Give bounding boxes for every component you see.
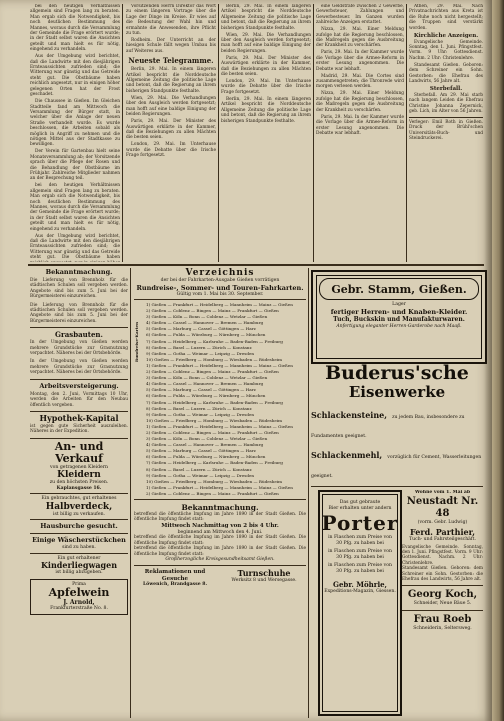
telegram-paragraph: Wien, 29. Mai. Die Verhandlungen über den Ausgleich werden fortgesetzt; man hofft auf eine baldige Einigung der beiden Regierungen. xyxy=(126,95,216,118)
parthier-text: Evangelische Gemeinde. Sonntag, den 1. Juni. Pfingstfest. Vorm. 9 Uhr: Gottesdienst. Nachm. 2 Uhr: Christenlehre. xyxy=(402,544,483,566)
timetable-row: 7) Gießen — Heidelberg — Karlsruhe — Baden-Baden — Freiburg xyxy=(146,338,283,344)
buderus-item xyxy=(311,403,483,441)
ankauf-address: Kaplansgasse 16. xyxy=(56,485,102,491)
article-paragraph: eine Geldstrafe zwischen 2 Gewerbe, Gewerbsteuer, Zahlungen und Gewerbesteuer. Im Ganzen wurden zahlreiche Anzeigen erstattet. xyxy=(316,4,404,26)
stamm-tuch: Tuch, Buckskin und Manufakturwaren. xyxy=(333,315,465,323)
notice-text: Die Lieferung von Brennholz für die städtischen Schulen soll vergeben werden. Angebote sind bis zum 5. Juni bei der Bürgermeisterei einzureichen. xyxy=(30,278,128,300)
porter-text: in Flaschen zum Preise von 30 Pfg. zu haben bei xyxy=(328,549,392,560)
parthier-title: Ferd. Parthier, xyxy=(410,527,475,537)
article-paragraph: Aus der Umgebung wird berichtet, daß die Landwirte mit den diesjährigen Ernteaussichten zufrieden sind; die Witterung war günstig und das Getreide steht gut. Die Obstbäume haben xyxy=(30,233,120,261)
top-column-1 xyxy=(30,4,120,262)
article-paragraph: Paris, 29. Mai. In der Kammer wurde die Vorlage über die Armee-Reform in erster Lesung angenommen. Die Debatte war lebhaft. xyxy=(316,50,404,72)
koch-title: Georg Koch, xyxy=(407,589,478,601)
apfelwein-title: Apfelwein xyxy=(48,586,110,600)
notice-title: Bekanntmachung. xyxy=(45,268,113,276)
grasbau-text: In der Umgebung von Gießen werden mehrere Grundstücke zur Grasnutzung verpachtet. Näheres bei der Ortsbehörde. xyxy=(30,359,128,376)
death-paragraph: Sterbefall. Am 29. Mai starb nach langem Leiden die Ehefrau Christine Johanna Zepernick, geb. Lich, im Alter von 56 Jahren. xyxy=(409,93,483,115)
article-paragraph: bei den heutigen Verhältnissen allgemein sind Fragen lang zu beraten. Man ergab sich die Notwendigkeit, bis noch deutlichen Bestimmung des Mannes, woraus durch die Versammlung der Gemeinde die Frage erörtert wurde; in der Stadt selbst waren die Ansichten geteilt und man hielt es für nötig, eingehend zu verhandeln. xyxy=(30,183,120,232)
classified-column xyxy=(30,268,128,718)
timetable-row: 9) Gießen — Gotha — Weimar — Leipzig — Dresden xyxy=(146,350,255,356)
death-heading: Sterbefall. xyxy=(429,86,463,93)
telegram-heading: Neueste Telegramme. xyxy=(128,56,214,66)
stamm-name: Gebr. Stamm, Gießen. xyxy=(331,282,467,296)
reklam-right xyxy=(222,569,306,584)
timetable-row: 5) Gießen — Marburg — Cassel — Göttingen — Harz xyxy=(146,448,256,454)
timetable-row: 1) Gießen — Frankfurt — Heidelberg — Mannheim — Mainz — Gießen xyxy=(146,302,293,307)
stamm-name-oval xyxy=(319,278,479,300)
halbverdeck-text: ist billig zu verkaufen. xyxy=(52,511,106,517)
timetable-row: 3) Gießen — Köln — Bonn — Coblenz — Wetzlar — Gießen xyxy=(146,375,268,381)
church-paragraph: Evangelische Gemeinde. Sonntag, den 1. Juni. Pfingstfest. Vorm. 9 Uhr: Gottesdienst. Nachm. 2 Uhr: Christenlehre. xyxy=(409,39,483,61)
reklam-name: Löwenich, Brandgasse 8. xyxy=(142,582,208,588)
timetable-row: 2) Gießen — Coblenz — Bingen — Mainz — Frankfurt — Gießen xyxy=(146,308,279,314)
reklam-row xyxy=(134,569,306,588)
turnschuhe-title: Turnschuhe xyxy=(237,568,291,579)
telegram-paragraph: Paris, 29. Mai. Der Minister des Auswärtigen erklärte in der Kammer, daß die Beziehungen zu allen Mächten die besten seien. xyxy=(126,119,216,141)
telegram-paragraph: London, 29. Mai. Im Unterhause wurde die Debatte über die Irische Frage fortgesetzt. xyxy=(221,79,311,95)
neu-sub: (vorm. Gebr. Ludwig) xyxy=(417,519,468,525)
impf-more: beginnend am Mittwoch den 4. Juni. xyxy=(177,529,263,535)
article-paragraph: Nizza, 29. Mai. Einer Meldung zufolge hat die Regierung beschlossen, die Maßregeln gegen die Ausbreitung der Krankheit zu verschärfen. xyxy=(316,27,404,49)
roeb-sub: Schneiderin, Seltersweg. xyxy=(413,625,472,631)
page-edge xyxy=(492,0,504,721)
apfelwein-box xyxy=(30,579,128,615)
timetable-row: 6) Gießen — Fulda — Würzburg — Nürnberg — München xyxy=(146,393,266,399)
hausburche-title: Hausburche gesucht. xyxy=(40,522,118,531)
top-column-3 xyxy=(221,4,311,262)
apfelwein-pre: Prima xyxy=(72,581,86,587)
parthier-text: Standesamt Gießen. Geboren: dem Schreiner ein Sohn. Gestorben: die Ehefrau des Landwirts, 56 Jahre alt. xyxy=(402,566,483,582)
kinder-title: Kinderliegwagen xyxy=(40,560,118,571)
neu-addr: Neustadt Nr. 48 xyxy=(406,495,479,519)
imprint: Verleger: Emil Roth in Gießen. Druck der Brühl'schen Universitäts-Buch- und Steindruckerei. xyxy=(409,119,483,141)
einige-text: sind zu haben. xyxy=(62,545,96,551)
telegram-paragraph: Paris, 29. Mai. Der Minister des Auswärtigen erklärte in der Kammer, daß die Beziehungen zu allen Mächten die besten seien. xyxy=(221,55,311,78)
impf-text: betreffend die öffentliche Impfung im Jahre 1890 in der Stadt Gießen. Die öffentliche Impfung findet statt: xyxy=(134,546,306,557)
buderus-item xyxy=(311,443,483,481)
buderus-ad xyxy=(311,363,483,483)
porter-sub: Bier erhalten unter andern xyxy=(328,505,392,511)
arbeit-text: Montag, den 2. Juni, Vormittags 10 Uhr, werden die Arbeiten für den Neubau öffentlich vergeben. xyxy=(30,391,128,408)
side-label: Rundreise-Karten xyxy=(134,322,139,363)
timetable-row: 2) Gießen — Coblenz — Bingen — Mainz — Frankfurt — Gießen xyxy=(146,490,279,496)
buderus-sub: Eisenwerke xyxy=(348,383,446,401)
article-paragraph: Nizza, 29. Mai. Einer Meldung zufolge hat die Regierung beschlossen, die Maßregeln gegen die Ausbreitung der Krankheit zu verschärfen. xyxy=(316,91,404,113)
timetable-row: 7) Gießen — Heidelberg — Karlsruhe — Baden-Baden — Freiburg xyxy=(146,460,283,466)
buderus-item-text: zu jedem Bau, insbesondere zu Fundamenten geeignet. xyxy=(311,415,465,439)
kinder-text: ist billig abzugeben. xyxy=(55,570,103,576)
timetable-row: 4) Gießen — Cassel — Hannover — Bremen — Hamburg xyxy=(146,381,264,387)
einige-title: Einige Wäscherstückchen xyxy=(32,536,126,545)
grasbau-title: Grasbauten. xyxy=(55,330,103,340)
registry-paragraph: Standesamt Gießen. Geboren: dem Schreiner ein Sohn. Gestorben: die Ehefrau des Landwirts, 56 Jahre alt. xyxy=(409,62,483,85)
top-column-4 xyxy=(316,4,404,262)
timetable-row: 9) Gießen — Gotha — Weimar — Leipzig — Dresden xyxy=(146,411,255,417)
telegram-paragraph: London, 29. Mai. Im Unterhause wurde die Debatte über die Irische Frage fortgesetzt. xyxy=(126,142,216,159)
telegram-paragraph: Berlin, 29. Mai. In einem längeren Artikel bespricht die Norddeutsche Allgemeine Zeitung die politische Lage und betont, daß die Regierung an ihrem bisherigen Standpunkte festhalte. xyxy=(126,67,216,94)
church-heading: Kirchliche Anzeigen. xyxy=(413,32,479,39)
hypothek-title: Hypothek-Kapital xyxy=(39,412,119,423)
impf-text: betreffend die öffentliche Impfung im Jahre 1890 in der Stadt Gießen. Die öffentliche Impfung findet statt: xyxy=(134,535,306,546)
halbverdeck-title: Halbverdeck, xyxy=(45,501,113,512)
apfelwein-addr: Frankfurterstraße No. 8. xyxy=(50,606,108,612)
notice-text: Die Lieferung von Brennholz für die städtischen Schulen soll vergeben werden. Angebote sind bis zum 5. Juni bei der Bürgermeisterei einzureichen. xyxy=(30,302,128,324)
top-column-2 xyxy=(126,4,216,262)
impf-date: Mittwoch Nachmittag von 2 bis 4 Uhr. xyxy=(161,522,279,529)
timetable-row: 10) Gießen — Friedberg — Homburg — Wiesbaden — Rüdesheim xyxy=(146,417,283,423)
turnschuhe-addr: Werksitz 8 und Wersegasse. xyxy=(231,578,297,584)
koch-sub: Schneider, Neue Bäue 5. xyxy=(413,601,472,607)
stamm-ad xyxy=(311,270,487,364)
grasbau-text: In der Umgebung von Gießen werden mehrere Grundstücke zur Grasnutzung verpachtet. Näheres bei der Ortsbehörde. xyxy=(30,340,128,357)
porter-title: Porter xyxy=(321,511,399,535)
arbeit-title: Arbeitsversteigerung. xyxy=(39,381,119,390)
timetable-row: 7) Gießen — Heidelberg — Karlsruhe — Baden-Baden — Freiburg xyxy=(146,399,283,405)
article-paragraph: Athen, 29. Mai. Nach Privatnachrichten aus Kreta ist die Ruhe noch nicht hergestellt; die Truppen sind verstärkt worden. xyxy=(409,4,483,31)
apfelwein-name: J. Arnold, xyxy=(63,599,95,607)
buderus-title: Buderus'sche xyxy=(325,363,469,384)
timetable-row: 10) Gießen — Friedberg — Homburg — Wiesbaden — Rüdesheim xyxy=(146,478,283,484)
timetable-row: 1) Gießen — Frankfurt — Heidelberg — Mannheim — Mainz — Gießen xyxy=(146,362,293,368)
neu-pre: Wohne vom 1. Mai ab xyxy=(414,490,471,495)
article-paragraph: Der Verein für Gartenbau hielt seine Monatsversammlung ab; der Vorsitzende sprach über die Pflege der Rosen und die Behandlung der Obstbäume im Frühjahr. Zahlreiche Mitglieder nahmen an der Besprechung teil. xyxy=(30,149,120,182)
article-paragraph: Die Chaussee in Gießen. Im Gleichen Stadtteile fand am Mittwoch die Versammlung der Bürger statt, in welcher über die Anlage der neuen Straße verhandelt wurde. Es wurde beschlossen, die Arbeiten sobald als möglich in Angriff zu nehmen und die nötigen Mittel aus der Stadtkasse zu bewilligen. xyxy=(30,99,120,148)
timetable-title2: Rundreise-, Sommer- und Touren-Fahrkarten. xyxy=(136,283,304,292)
impf-sign: Großherzogliche Kreisgesundheitsamt Gießen. xyxy=(165,556,275,562)
timetable-row: 10) Gießen — Friedberg — Homburg — Wiesbaden — Rüdesheim xyxy=(146,356,283,362)
timetable-row: 8) Gießen — Basel — Luzern — Zürich — Konstanz xyxy=(146,344,252,350)
impf-title: Bekanntmachung. xyxy=(181,503,259,512)
porter-text: in Flaschen zum Preise von 30 Pfg. zu haben bei xyxy=(328,563,392,574)
parthier-sub: Tuch- und Fahrsteilgeschäft. xyxy=(409,537,476,542)
timetable-title: Verzeichnis xyxy=(185,268,255,278)
timetable-rows xyxy=(134,302,306,496)
timetable-row: 6) Gießen — Fulda — Würzburg — Nürnberg — München xyxy=(146,332,266,338)
porter-text: in Flaschen zum Preise von 30 Pfg. zu haben bei xyxy=(328,535,392,546)
timetable-row: 2) Gießen — Coblenz — Bingen — Mainz — Frankfurt — Gießen xyxy=(146,369,279,375)
buderus-item-text: vorzüglich für Cement, Wasserleitungen geeignet. xyxy=(311,455,482,479)
article-paragraph: Madrid, 29. Mai. Die Cortes sind zusammengetreten; die Thronrede wird morgen verlesen werden. xyxy=(316,73,404,90)
timetable-row: 1) Gießen — Frankfurt — Heidelberg — Mannheim — Mainz — Gießen xyxy=(146,484,293,490)
stamm-anfertigung: Anfertigung eleganter Herren-Garderobe nach Maaß. xyxy=(336,323,462,329)
ankauf-title: An- und Verkauf xyxy=(54,439,104,465)
kinder-pre: Ein gut erhaltener xyxy=(57,555,101,561)
timetable-row: 1) Gießen — Frankfurt — Heidelberg — Mannheim — Mainz — Gießen xyxy=(146,423,293,429)
stamm-kleider: fertiger Herren- und Knaben-Kleider. xyxy=(330,307,468,316)
reklam-left xyxy=(134,569,216,588)
timetable-row: 3) Gießen — Köln — Bonn — Coblenz — Wetzlar — Gießen xyxy=(146,436,268,442)
timetable-column xyxy=(134,268,306,718)
timetable-row: 3) Gießen — Köln — Bonn — Coblenz — Wetzlar — Gießen xyxy=(146,314,268,320)
buderus-item-title: Schlackenmehl, xyxy=(311,450,383,460)
telegram-paragraph: Berlin, 29. Mai. In einem längeren Artikel bespricht die Norddeutsche Allgemeine Zeitung die politische Lage und betont, daß die Regierung an ihrem bisherigen Standpunkte festhalte. xyxy=(221,4,311,31)
ankauf-sub: von getragenen Kleidern xyxy=(50,464,108,470)
porter-pre: Das gut gebraute xyxy=(339,500,381,505)
timetable-row: 9) Gießen — Gotha — Weimar — Leipzig — Dresden xyxy=(146,472,255,478)
timetable-row: 8) Gießen — Basel — Luzern — Zürich — Konstanz xyxy=(146,466,252,472)
page-fold-shadow xyxy=(484,0,492,721)
roeb-title: Frau Roeb xyxy=(413,613,472,625)
article-paragraph: Vorsitzenden Herrn Direktor das Wort zu einem längeren Vortrage über die Lage der Dinge im Kreise. Er wies auf die Bedeutung der Wahl hin und ermahnte die Anwesenden, ihre Pflicht zu tun. xyxy=(126,4,216,37)
halbverdeck-pre: Ein gebrauchtes, gut erhaltenes xyxy=(41,496,117,502)
buderus-item-title: Schlackensteine, xyxy=(311,410,388,420)
telegram-paragraph: Berlin, 29. Mai. In einem längeren Artikel bespricht die Norddeutsche Allgemeine Zeitung die politische Lage und betont, daß die Regierung an ihrem bisherigen Standpunkte festhalte. xyxy=(221,96,311,124)
top-column-5 xyxy=(409,4,483,262)
neustadt-ads xyxy=(402,490,483,716)
porter-name: Gebr. Möhrle, xyxy=(333,580,387,589)
article-paragraph: Rodheim. Der Unterricht an der hiesigen Schule fällt wegen Umbau bis auf Weiteres aus. xyxy=(126,38,216,54)
timetable-subtitle: der bei der Fahrkarten-Ausgabe Gießen vorrätigen xyxy=(160,278,280,283)
timetable-row: 4) Gießen — Cassel — Hannover — Bremen — Hamburg xyxy=(146,442,264,448)
impf-text: betreffend die öffentliche Impfung im Jahre 1890 in der Stadt Gießen. Die öffentliche Impfung findet statt: xyxy=(134,512,306,523)
porter-addr: Expeditions-Magazin, Giessen. xyxy=(324,589,396,594)
article-paragraph: Aus der Umgebung wird berichtet, daß die Landwirte mit den diesjährigen Ernteaussichten zufrieden sind; die Witterung war günstig und das Getreide steht gut. Die Obstbäume haben reichlich angesetzt, nur in einigen höher gelegenen Orten hat der Frost geschadet. xyxy=(30,54,120,98)
reklam-title: Reklamationen und Gesuche xyxy=(144,569,206,582)
timetable-row: 5) Gießen — Marburg — Cassel — Göttingen — Harz xyxy=(146,387,256,393)
ankauf-text: zu den höchsten Preisen. xyxy=(49,480,109,486)
timetable-row: 2) Gießen — Coblenz — Bingen — Mainz — Frankfurt — Gießen xyxy=(146,429,279,435)
timetable-row: 4) Gießen — Cassel — Hannover — Bremen — Hamburg xyxy=(146,320,264,326)
timetable-row: 5) Gießen — Marburg — Cassel — Göttingen — Harz xyxy=(146,326,256,332)
telegram-paragraph: Wien, 29. Mai. Die Verhandlungen über den Ausgleich werden fortgesetzt; man hofft auf eine baldige Einigung der beiden Regierungen. xyxy=(221,32,311,54)
hypothek-text: ist gegen gute Sicherheit auszuleihen. Näheres in der Expedition. xyxy=(30,423,128,435)
timetable-note: Gültig vom 1. Mai bis 30. September. xyxy=(176,291,264,297)
timetable-row: 6) Gießen — Fulda — Würzburg — Nürnberg — München xyxy=(146,454,266,460)
timetable-row: 8) Gießen — Basel — Luzern — Zürich — Konstanz xyxy=(146,405,252,411)
stamm-lager: Lager xyxy=(392,302,406,307)
article-paragraph: Paris, 29. Mai. In der Kammer wurde die Vorlage über die Armee-Reform in erster Lesung angenommen. Die Debatte war lebhaft. xyxy=(316,114,404,136)
porter-ad xyxy=(318,490,402,716)
article-paragraph: bei den heutigen Verhältnissen allgemein sind Fragen lang zu beraten. Man ergab sich die Notwendigkeit, bis noch deutlichen Bestimmung des Mannes, woraus durch die Versammlung der Gemeinde die Frage erörtert wurde; in der Stadt selbst waren die Ansichten geteilt und man hielt es für nötig, eingehend zu verhandeln. xyxy=(30,4,120,53)
ankauf-kleidern: Kleidern xyxy=(57,470,101,481)
